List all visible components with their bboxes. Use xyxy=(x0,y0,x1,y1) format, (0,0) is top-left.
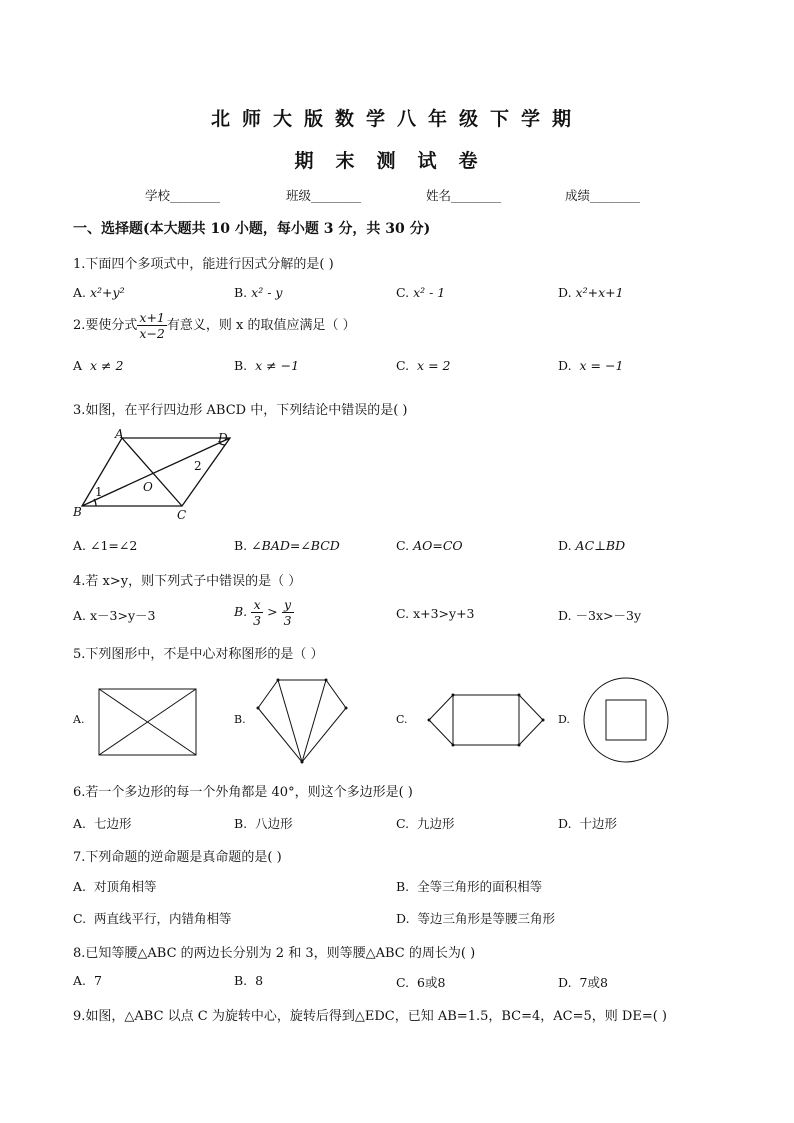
name-field: 姓名________ xyxy=(426,188,502,203)
score-field: 成绩________ xyxy=(565,188,641,203)
question-4-option-c: C. x+3>y+3 xyxy=(396,606,475,621)
question-7-stem: 7.下列命题的逆命题是真命题的是( ) xyxy=(73,850,282,865)
label-c: C xyxy=(177,508,187,522)
question-2-option-b: B. x ≠ −1 xyxy=(234,358,300,373)
question-2-option-c: C. x = 2 xyxy=(396,358,451,373)
page-title: 北师大版数学八年级下学期 xyxy=(210,108,583,130)
section-heading: 一、选择题(本大题共 10 小题，每小题 3 分，共 30 分) xyxy=(73,221,431,237)
question-1-option-c: C. x² - 1 xyxy=(396,285,446,300)
label-a: A xyxy=(115,428,124,441)
school-field: 学校________ xyxy=(145,188,221,203)
question-1-option-b: B. x² - y xyxy=(234,285,283,300)
question-7-option-c: C. 两直线平行，内错角相等 xyxy=(73,911,232,926)
figure-rectangle-triangles xyxy=(426,692,546,748)
question-6-option-c: C. 九边形 xyxy=(396,816,455,831)
label-angle-2: 2 xyxy=(194,459,202,473)
question-3-stem: 3.如图，在平行四边形 ABCD 中，下列结论中错误的是( ) xyxy=(73,403,408,418)
question-5-label-a: A. xyxy=(73,713,85,726)
figure-rectangle-diagonals xyxy=(98,688,198,758)
figure-fan-polygon xyxy=(254,676,350,766)
label-d: D xyxy=(218,431,228,445)
question-9-stem: 9.如图，△ABC 以点 C 为旋转中心，旋转后得到△EDC，已知 AB=1.5，BC=4，AC=5，则 DE=( ) xyxy=(73,1009,667,1024)
question-3-option-b: B. ∠BAD=∠BCD xyxy=(234,538,340,553)
question-4-option-a: A. x－3>y－3 xyxy=(73,608,156,623)
question-6-stem: 6.若一个多边形的每一个外角都是 40°，则这个多边形是( ) xyxy=(73,785,413,800)
question-3-option-d: D. AC⊥BD xyxy=(558,538,626,553)
class-field: 班级________ xyxy=(286,188,362,203)
question-8-option-b: B. 8 xyxy=(234,973,264,988)
question-4-option-b: B. $\frac{x}{3}$ > $\frac{y}{3}$ xyxy=(234,597,292,628)
question-5-label-c: C. xyxy=(396,713,408,726)
question-6-option-b: B. 八边形 xyxy=(234,816,293,831)
question-2-stem: 2.要使分式 $\frac{x+1}{x-2}$ 有意义，则 x 的取值应满足（ ） xyxy=(73,310,356,341)
question-3-option-a: A. ∠1=∠2 xyxy=(73,538,138,553)
question-8-stem: 8.已知等腰△ABC 的两边长分别为 2 和 3，则等腰△ABC 的周长为( ) xyxy=(73,946,476,961)
label-o: O xyxy=(143,480,153,494)
question-1-option-d: D. x²+x+1 xyxy=(558,285,624,300)
question-6-option-a: A. 七边形 xyxy=(73,816,132,831)
figure-circle-square xyxy=(582,676,670,764)
diagonal-bd xyxy=(82,438,230,506)
label-b: B xyxy=(73,505,82,519)
question-4-stem: 4.若 x>y，则下列式子中错误的是（ ） xyxy=(73,574,302,589)
question-7-option-d: D. 等边三角形是等腰三角形 xyxy=(396,911,556,926)
question-8-option-c: C. 6或8 xyxy=(396,975,446,990)
diagonal-ac xyxy=(122,438,182,506)
question-3-option-c: C. AO=CO xyxy=(396,538,463,553)
parallelogram-figure xyxy=(70,428,240,523)
question-2-option-d: D. x = −1 xyxy=(558,358,624,373)
question-4-option-d: D. －3x>－3y xyxy=(558,608,642,623)
question-5-stem: 5.下列图形中，不是中心对称图形的是（ ） xyxy=(73,647,324,662)
question-2-option-a: A x ≠ 2 xyxy=(73,358,124,373)
question-8-option-a: A. 7 xyxy=(73,973,102,988)
question-7-option-a: A. 对顶角相等 xyxy=(73,879,157,894)
question-6-option-d: D. 十边形 xyxy=(558,816,618,831)
question-1-option-a: A. x²+y² xyxy=(73,285,125,300)
question-7-option-b: B. 全等三角形的面积相等 xyxy=(396,879,543,894)
page-subtitle: 期末测试卷 xyxy=(294,150,500,172)
label-angle-1: 1 xyxy=(95,485,103,499)
question-1-stem: 1.下面四个多项式中，能进行因式分解的是( ) xyxy=(73,257,334,272)
question-5-label-d: D. xyxy=(558,713,570,726)
question-2-fraction: $\frac{x+1}{x-2}$ xyxy=(139,310,165,341)
question-5-label-b: B. xyxy=(234,713,246,726)
question-8-option-d: D. 7或8 xyxy=(558,975,608,990)
